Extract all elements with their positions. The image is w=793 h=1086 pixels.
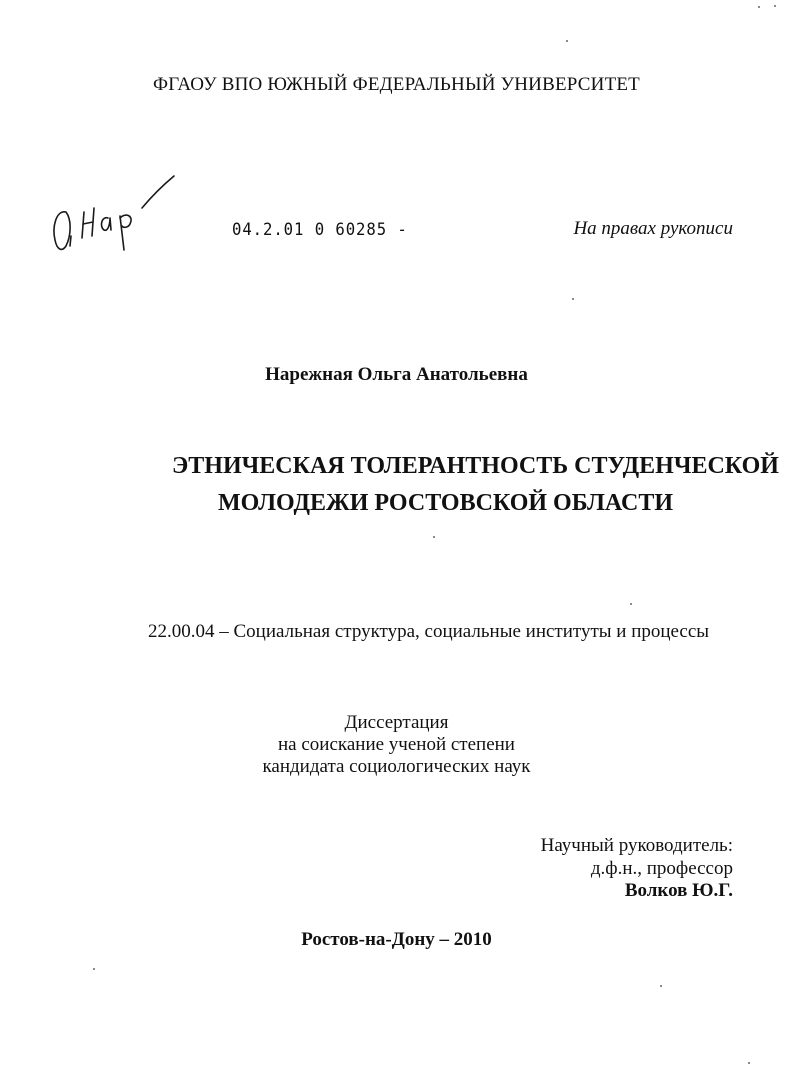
scan-speck [93,968,95,970]
registry-number: 04.2.01 0 60285 - [232,220,408,240]
scan-speck [566,40,568,42]
scan-speck [572,298,574,300]
thesis-title-line-2: МОЛОДЕЖИ РОСТОВСКОЙ ОБЛАСТИ [218,490,674,516]
scan-speck [660,985,662,987]
city-year: Ростов-на-Дону – 2010 [301,929,492,950]
scan-speck [758,6,760,8]
degree-name: кандидата социологических наук [262,756,531,777]
dissertation-label: Диссертация [344,712,449,733]
scan-speck [774,5,776,7]
scan-speck [433,536,435,538]
university-name: ФГАОУ ВПО ЮЖНЫЙ ФЕДЕРАЛЬНЫЙ УНИВЕРСИТЕТ [153,74,640,95]
rights-notice: На правах рукописи [573,218,733,239]
thesis-title-line-1: ЭТНИЧЕСКАЯ ТОЛЕРАНТНОСТЬ СТУДЕНЧЕСКОЙ [172,453,779,479]
degree-purpose: на соискание ученой степени [278,734,515,755]
handwritten-signature [44,172,179,262]
supervisor-name: Волков Ю.Г. [624,880,733,901]
supervisor-label: Научный руководитель: [540,835,733,856]
specialty-code: 22.00.04 – Социальная структура, социальные институты и процессы [148,621,710,642]
supervisor-degree: д.ф.н., профессор [590,858,733,879]
scan-speck [630,603,632,605]
scan-speck [748,1062,750,1064]
author-name: Нарежная Ольга Анатольевна [265,364,528,385]
